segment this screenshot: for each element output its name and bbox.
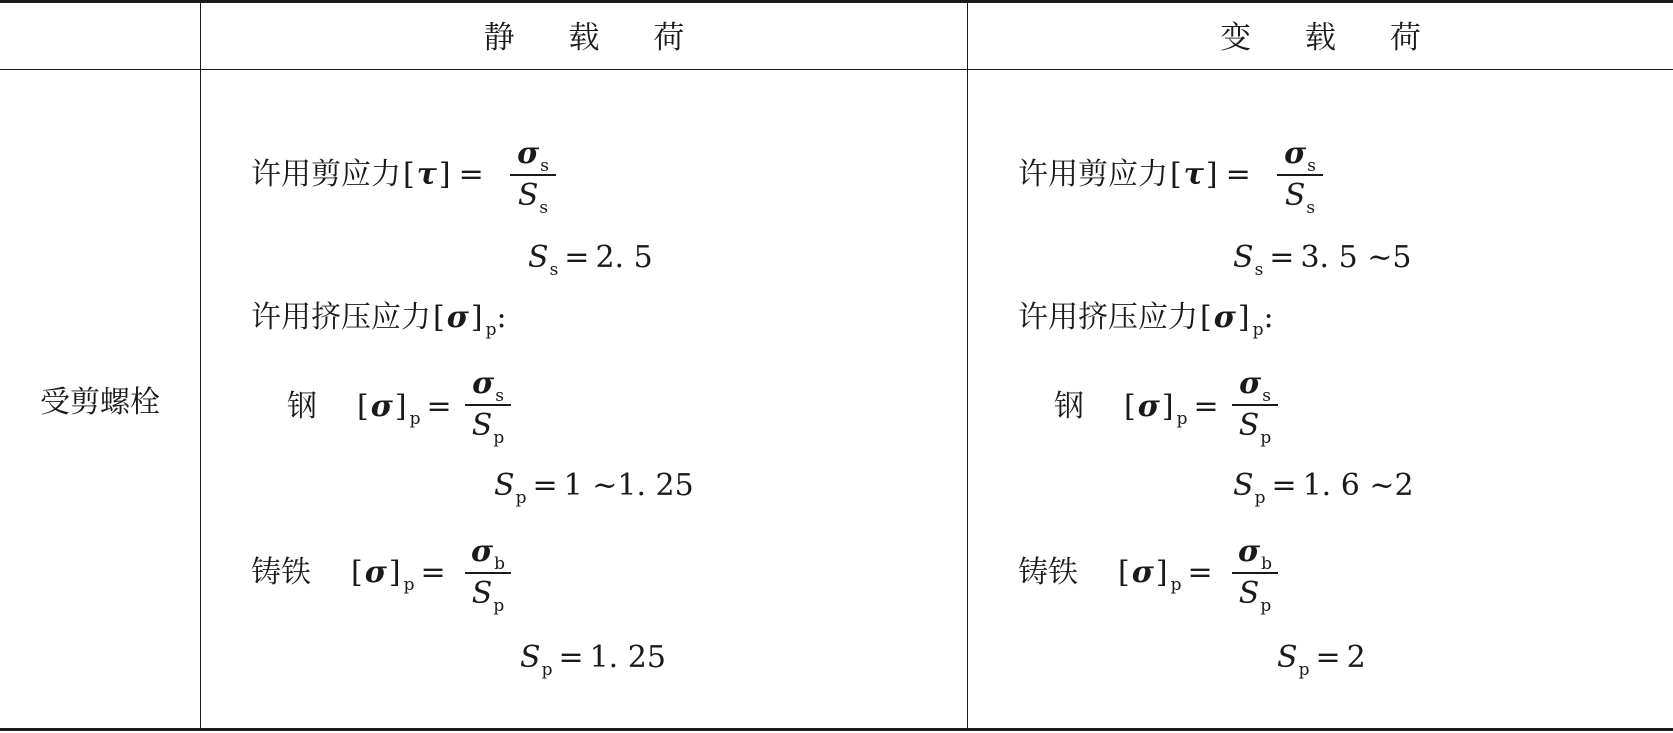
static-sp-iron-value: $S_p = 1$. 25 bbox=[520, 640, 666, 680]
table-bottom-rule bbox=[0, 728, 1673, 731]
column-divider-1 bbox=[200, 0, 201, 731]
variable-shear-stress-formula: 许用剪应力[τ] = bbox=[1018, 157, 1251, 192]
static-shear-stress-formula: 许用剪应力[τ] = bbox=[251, 157, 484, 192]
row-label-shear-bolt: 受剪螺栓 bbox=[40, 385, 160, 420]
static-steel-formula: 钢 [σ] $_p$ = bbox=[287, 389, 452, 429]
variable-cast-iron-formula: 铸铁 [σ] $_p$ = bbox=[1018, 555, 1213, 595]
static-steel-fraction: $\sigma_s$ $S_p$ bbox=[465, 365, 511, 445]
variable-shear-fraction: $\sigma_s$ $S_s$ bbox=[1277, 135, 1323, 215]
static-shear-label: 许用剪应力 bbox=[251, 157, 401, 192]
static-shear-symbol: τ bbox=[416, 157, 437, 192]
static-sp-steel-value: $S_p = 1$ ~1. 25 bbox=[494, 468, 694, 508]
static-bearing-stress-label: 许用挤压应力[σ] $_p$: bbox=[251, 300, 507, 340]
header-static-load: 静 载 荷 bbox=[483, 20, 707, 56]
static-cast-iron-formula: 铸铁 [σ] $_p$ = bbox=[251, 555, 446, 595]
table-header-rule bbox=[0, 69, 1673, 70]
variable-sp-iron-value: $S_p = 2$ bbox=[1277, 640, 1366, 680]
variable-sp-steel-value: $S_p = 1$. 6 ~2 bbox=[1233, 468, 1414, 508]
column-divider-2 bbox=[967, 0, 968, 731]
static-cast-iron-fraction: $\sigma_b$ $S_p$ bbox=[465, 533, 511, 613]
header-variable-load: 变 载 荷 bbox=[1220, 20, 1443, 56]
variable-ss-value: $S_s = 3$. 5 ~5 bbox=[1233, 240, 1412, 280]
variable-cast-iron-fraction: $\sigma_b$ $S_p$ bbox=[1232, 533, 1278, 613]
static-shear-fraction: $\sigma_s$ $S_s$ bbox=[510, 135, 556, 215]
variable-steel-fraction: $\sigma_s$ $S_p$ bbox=[1232, 365, 1278, 445]
variable-steel-formula: 钢 [σ] $_p$ = bbox=[1054, 389, 1219, 429]
static-ss-value: $S_s = 2$. 5 bbox=[528, 240, 653, 280]
variable-bearing-stress-label: 许用挤压应力[σ] $_p$: bbox=[1018, 300, 1274, 340]
